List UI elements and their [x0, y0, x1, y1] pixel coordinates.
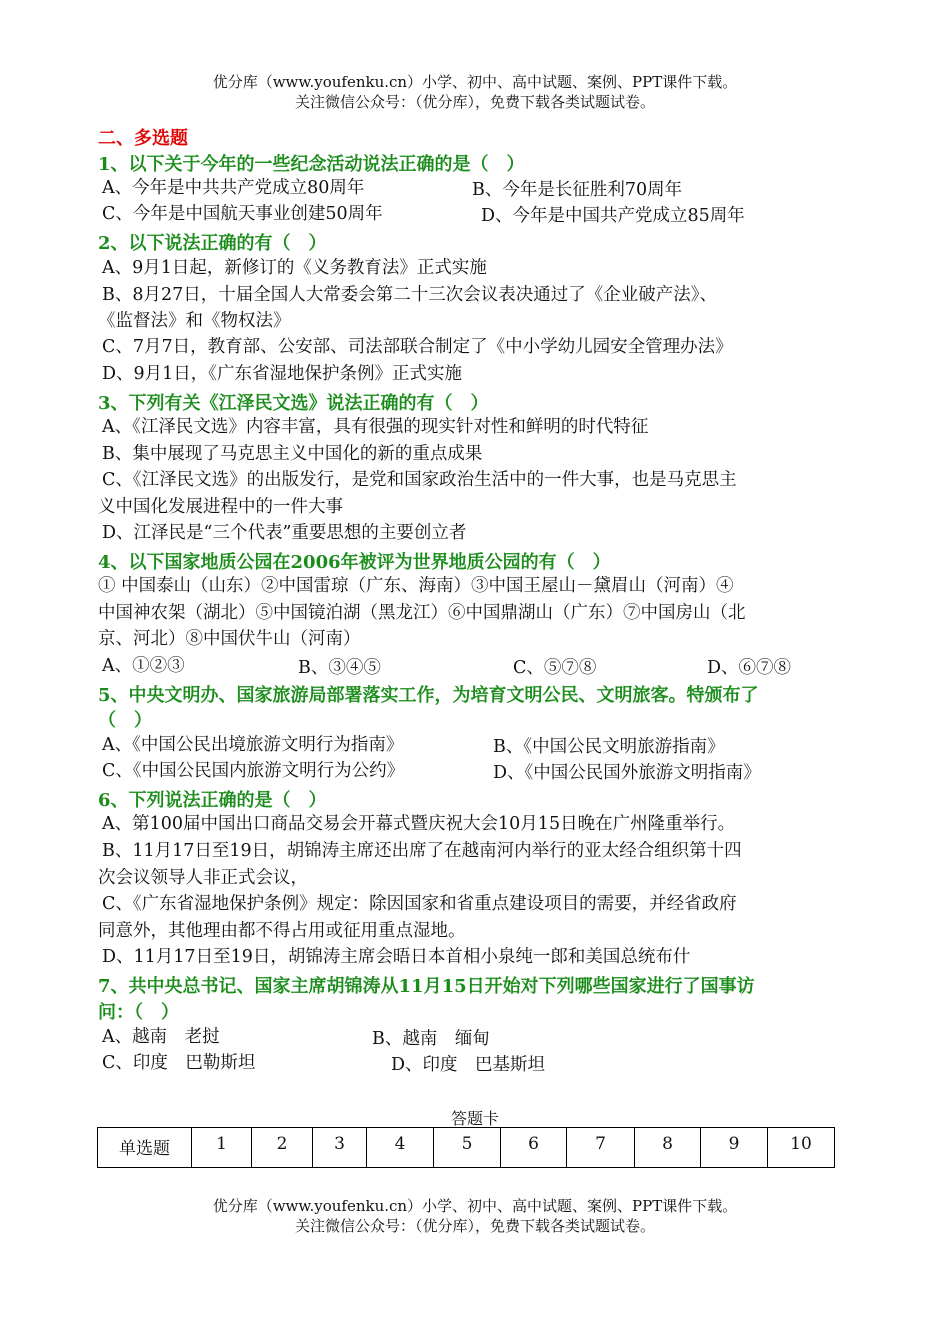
header-line-1: 优分库（www.youfenku.cn）小学、初中、高中试题、案例、PPT课件下载。 — [212, 73, 738, 91]
answer-card-title: 答题卡 — [450, 1109, 499, 1128]
answer-card-table — [97, 1127, 835, 1168]
q5-option-d: D、《中国公民国外旅游文明指南》 — [493, 763, 761, 783]
q2-option-b-line1: B、8月27日，十届全国人大常委会第二十三次会议表决通过了《企业破产法》、 — [102, 285, 718, 305]
q6-option-c-line1: C、《广东省湿地保护条例》规定：除因国家和省重点建设项目的需要，并经省政府 — [102, 894, 737, 914]
q7-option-b: B、越南 缅甸 — [372, 1029, 490, 1049]
q2-option-b-line2: 《监督法》和《物权法》 — [98, 311, 291, 331]
q4-list-line1: ① 中国泰山（山东）②中国雷琼（广东、海南）③中国王屋山－黛眉山（河南）④ — [98, 576, 734, 596]
question-3-stem: 3、下列有关《江泽民文选》说法正确的有（ ） — [98, 393, 489, 414]
q4-list-line2: 中国神农架（湖北）⑤中国镜泊湖（黑龙江）⑥中国鼎湖山（广东）⑦中国房山（北 — [98, 603, 746, 623]
q6-option-c-line2: 同意外，其他理由都不得占用或征用重点湿地。 — [98, 921, 466, 941]
q3-option-a: A、《江泽民文选》内容丰富，具有很强的现实针对性和鲜明的时代特征 — [102, 417, 649, 437]
q7-option-d: D、印度 巴基斯坦 — [391, 1055, 546, 1075]
question-5-stem-line2: （ ） — [98, 710, 152, 731]
q4-option-b: B、③④⑤ — [298, 658, 381, 678]
answer-cell-3[interactable]: 3 — [313, 1128, 367, 1168]
q6-option-d: D、11月17日至19日，胡锦涛主席会晤日本首相小泉纯一郎和美国总统布什 — [102, 947, 691, 967]
q3-option-c-line1: C、《江泽民文选》的出版发行，是党和国家政治生活中的一件大事，也是马克思主 — [102, 470, 737, 490]
answer-cell-5[interactable]: 5 — [434, 1128, 501, 1168]
question-2-stem: 2、以下说法正确的有（ ） — [98, 233, 327, 254]
q1-option-d: D、今年是中国共产党成立85周年 — [481, 206, 745, 226]
answer-cell-7[interactable]: 7 — [567, 1128, 635, 1168]
footer-line-1: 优分库（www.youfenku.cn）小学、初中、高中试题、案例、PPT课件下载。 — [212, 1197, 738, 1215]
q4-option-d: D、⑥⑦⑧ — [707, 658, 792, 678]
q1-option-c: C、今年是中国航天事业创建50周年 — [102, 204, 383, 224]
q3-option-c-line2: 义中国化发展进程中的一件大事 — [98, 497, 343, 517]
q5-option-c: C、《中国公民国内旅游文明行为公约》 — [102, 761, 405, 781]
header-line-2: 关注微信公众号：（优分库），免费下载各类试题试卷。 — [294, 93, 655, 111]
q6-option-b-line1: B、11月17日至19日，胡锦涛主席还出席了在越南河内举行的亚太经合组织第十四 — [102, 841, 742, 861]
q3-option-d: D、江泽民是“三个代表”重要思想的主要创立者 — [102, 523, 467, 543]
q4-list-line3: 京、河北）⑧中国伏牛山（河南） — [98, 629, 361, 649]
answer-cell-4[interactable]: 4 — [367, 1128, 434, 1168]
q1-option-b: B、今年是长征胜利70周年 — [472, 180, 683, 200]
q4-option-c: C、⑤⑦⑧ — [513, 658, 597, 678]
answer-card-row-label: 单选题 — [98, 1128, 192, 1168]
q6-option-b-line2: 次会议领导人非正式会议， — [98, 868, 308, 888]
question-4-stem: 4、以下国家地质公园在2006年被评为世界地质公园的有（ ） — [98, 552, 611, 573]
q6-option-a: A、第100届中国出口商品交易会开幕式暨庆祝大会10月15日晚在广州隆重举行。 — [102, 814, 736, 834]
q4-option-a: A、①②③ — [102, 656, 185, 676]
answer-cell-1[interactable]: 1 — [192, 1128, 252, 1168]
answer-cell-8[interactable]: 8 — [635, 1128, 701, 1168]
footer-line-2: 关注微信公众号：（优分库），免费下载各类试题试卷。 — [294, 1217, 655, 1235]
section-title: 二、多选题 — [98, 128, 188, 149]
q2-option-c: C、7月7日，教育部、公安部、司法部联合制定了《中小学幼儿园安全管理办法》 — [102, 337, 733, 357]
q2-option-d: D、9月1日，《广东省湿地保护条例》正式实施 — [102, 364, 463, 384]
answer-cell-2[interactable]: 2 — [252, 1128, 313, 1168]
q1-option-a: A、今年是中共共产党成立80周年 — [102, 178, 365, 198]
q5-option-a: A、《中国公民出境旅游文明行为指南》 — [102, 735, 404, 755]
question-1-stem: 1、以下关于今年的一些纪念活动说法正确的是（ ） — [98, 154, 525, 175]
question-6-stem: 6、下列说法正确的是（ ） — [98, 790, 327, 811]
question-7-stem-line2: 问：（ ） — [98, 1002, 179, 1023]
answer-cell-6[interactable]: 6 — [501, 1128, 567, 1168]
answer-card-row — [98, 1128, 835, 1168]
question-7-stem-line1: 7、共中央总书记、国家主席胡锦涛从11月15日开始对下列哪些国家进行了国事访 — [98, 976, 755, 997]
q7-option-c: C、印度 巴勒斯坦 — [102, 1053, 256, 1073]
question-5-stem-line1: 5、中央文明办、国家旅游局部署落实工作，为培育文明公民、文明旅客。特颁布了 — [98, 685, 759, 706]
answer-cell-10[interactable]: 10 — [768, 1128, 835, 1168]
answer-cell-9[interactable]: 9 — [701, 1128, 768, 1168]
q2-option-a: A、9月1日起，新修订的《义务教育法》正式实施 — [102, 258, 487, 278]
q5-option-b: B、《中国公民文明旅游指南》 — [493, 737, 725, 757]
q7-option-a: A、越南 老挝 — [102, 1027, 220, 1047]
q3-option-b: B、集中展现了马克思主义中国化的新的重点成果 — [102, 444, 483, 464]
